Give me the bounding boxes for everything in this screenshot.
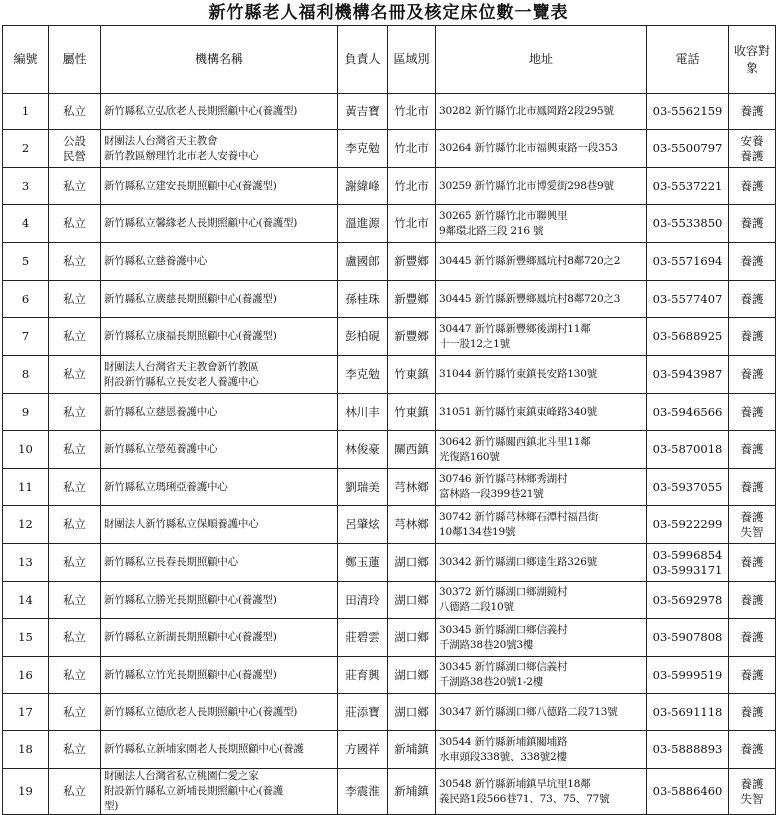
cell-address: 30548 新竹縣新埔鎮旱坑里18鄰 義民路1段566巷71、73、75、77號 [436, 769, 647, 815]
cell-no: 2 [3, 130, 49, 168]
cell-type: 私立 [49, 544, 101, 582]
cell-type: 私立 [49, 94, 101, 130]
table-row [3, 431, 776, 469]
cell-type: 私立 [49, 731, 101, 769]
cell-phone: 03-5996854 03-5993171 [647, 544, 729, 582]
cell-phone: 03-5946566 [647, 394, 729, 431]
cell-owner: 李震淮 [338, 769, 388, 815]
cell-address: 30372 新竹縣湖口鄉湖鏡村 八德路二段10號 [436, 582, 647, 619]
cell-phone: 03-5691118 [647, 694, 729, 731]
table-row [3, 694, 776, 731]
cell-district: 竹北市 [388, 168, 436, 205]
cell-no: 6 [3, 281, 49, 318]
cell-name: 新竹縣私立瑪琍亞養護中心 [101, 469, 338, 506]
cell-owner: 謝緯峰 [338, 168, 388, 205]
cell-no: 11 [3, 469, 49, 506]
table-row [3, 318, 776, 356]
cell-district: 竹東鎮 [388, 356, 436, 394]
cell-address: 31051 新竹縣竹東鎮東峰路340號 [436, 394, 647, 431]
cell-target: 養護 [729, 243, 776, 281]
cell-owner: 李克勉 [338, 356, 388, 394]
cell-target: 養護 [729, 731, 776, 769]
cell-owner: 莊育興 [338, 657, 388, 694]
cell-phone: 03-5688925 [647, 318, 729, 356]
cell-district: 竹北市 [388, 94, 436, 130]
cell-address: 30445 新竹縣新豐鄉鳳坑村8鄰720之3 [436, 281, 647, 318]
cell-target: 安養 養護 [729, 130, 776, 168]
header-district: 區域別 [388, 26, 436, 94]
table-body [3, 94, 776, 815]
cell-phone: 03-5533850 [647, 205, 729, 243]
cell-no: 13 [3, 544, 49, 582]
table-row [3, 731, 776, 769]
cell-target: 養護 [729, 431, 776, 469]
cell-owner: 李克勉 [338, 130, 388, 168]
cell-no: 15 [3, 619, 49, 657]
cell-target: 養護 [729, 582, 776, 619]
cell-owner: 黃吉寶 [338, 94, 388, 130]
cell-no: 18 [3, 731, 49, 769]
table-row [3, 469, 776, 506]
cell-no: 8 [3, 356, 49, 394]
cell-address: 30345 新竹縣湖口鄉信義村 千湖路38巷20號1-2樓 [436, 657, 647, 694]
cell-type: 私立 [49, 243, 101, 281]
table-row [3, 657, 776, 694]
cell-target: 養護 [729, 469, 776, 506]
cell-type: 私立 [49, 394, 101, 431]
cell-type: 公設 民營 [49, 130, 101, 168]
cell-phone: 03-5692978 [647, 582, 729, 619]
cell-no: 19 [3, 769, 49, 815]
cell-phone: 03-5886460 [647, 769, 729, 815]
cell-no: 1 [3, 94, 49, 130]
cell-target: 養護 [729, 281, 776, 318]
cell-name: 新竹縣私立建安長期照顧中心(養護型) [101, 168, 338, 205]
cell-district: 芎林鄉 [388, 506, 436, 544]
cell-type: 私立 [49, 356, 101, 394]
cell-type: 私立 [49, 619, 101, 657]
cell-district: 湖口鄉 [388, 544, 436, 582]
table-row [3, 168, 776, 205]
cell-target: 養護 [729, 619, 776, 657]
cell-owner: 林川丰 [338, 394, 388, 431]
table-row [3, 356, 776, 394]
cell-target: 養護 [729, 205, 776, 243]
cell-type: 私立 [49, 469, 101, 506]
header-no: 編號 [3, 26, 49, 94]
cell-address: 30447 新竹縣新豐鄉後湖村11鄰 十一股12之1號 [436, 318, 647, 356]
cell-owner: 劉瑞美 [338, 469, 388, 506]
header-owner: 負責人 [338, 26, 388, 94]
cell-no: 5 [3, 243, 49, 281]
cell-district: 新豐鄉 [388, 318, 436, 356]
cell-name: 新竹縣私立新埔家園老人長期照顧中心(養護 [101, 731, 338, 769]
cell-type: 私立 [49, 281, 101, 318]
cell-phone: 03-5577407 [647, 281, 729, 318]
cell-name: 新竹縣私立康福長期照顧中心(養護型) [101, 318, 338, 356]
cell-type: 私立 [49, 318, 101, 356]
table-row [3, 205, 776, 243]
cell-name: 新竹縣私立廣慈長期照顧中心(養護型) [101, 281, 338, 318]
cell-address: 30544 新竹縣新埔鎮關埔路 水車頭段338號、338號2樓 [436, 731, 647, 769]
cell-owner: 鄭玉蓮 [338, 544, 388, 582]
cell-name: 財團法人新竹縣私立保順養護中心 [101, 506, 338, 544]
cell-address: 30742 新竹縣芎林鄉石潭村福昌街 10鄰134巷19號 [436, 506, 647, 544]
cell-no: 3 [3, 168, 49, 205]
cell-name: 新竹縣私立竹光長期照顧中心(養護型) [101, 657, 338, 694]
cell-owner: 溫進源 [338, 205, 388, 243]
cell-name: 新竹縣私立馨緣老人長期照顧中心(養護型) [101, 205, 338, 243]
cell-phone: 03-5907808 [647, 619, 729, 657]
cell-owner: 方國祥 [338, 731, 388, 769]
cell-district: 新豐鄉 [388, 281, 436, 318]
cell-phone: 03-5922299 [647, 506, 729, 544]
cell-type: 私立 [49, 694, 101, 731]
cell-target: 養護 [729, 356, 776, 394]
header-target: 收容對象 [729, 26, 776, 94]
cell-district: 關西鎮 [388, 431, 436, 469]
cell-type: 私立 [49, 506, 101, 544]
cell-district: 湖口鄉 [388, 619, 436, 657]
table-row [3, 281, 776, 318]
cell-target: 養護 [729, 657, 776, 694]
cell-name: 新竹縣私立慈恩養護中心 [101, 394, 338, 431]
header-name: 機構名稱 [101, 26, 338, 94]
cell-type: 私立 [49, 657, 101, 694]
cell-phone: 03-5562159 [647, 94, 729, 130]
table-row [3, 619, 776, 657]
cell-district: 新埔鎮 [388, 731, 436, 769]
cell-address: 30746 新竹縣芎林鄉秀湖村 富林路一段399巷21號 [436, 469, 647, 506]
cell-target: 養護 失智 [729, 506, 776, 544]
cell-type: 私立 [49, 205, 101, 243]
cell-phone: 03-5537221 [647, 168, 729, 205]
cell-address: 30445 新竹縣新豐鄉鳳坑村8鄰720之2 [436, 243, 647, 281]
cell-no: 7 [3, 318, 49, 356]
cell-target: 養護 [729, 544, 776, 582]
cell-phone: 03-5870018 [647, 431, 729, 469]
cell-district: 竹北市 [388, 205, 436, 243]
table-row [3, 582, 776, 619]
cell-name: 新竹縣私立勝光長期照顧中心(養護型) [101, 582, 338, 619]
cell-target: 養護 [729, 394, 776, 431]
cell-owner: 盧國郎 [338, 243, 388, 281]
table-row [3, 506, 776, 544]
cell-district: 湖口鄉 [388, 657, 436, 694]
table-row [3, 243, 776, 281]
cell-address: 30282 新竹縣竹北市鳳岡路2段295號 [436, 94, 647, 130]
cell-target: 養護 [729, 694, 776, 731]
table-row [3, 394, 776, 431]
cell-owner: 呂肇炫 [338, 506, 388, 544]
header-phone: 電話 [647, 26, 729, 94]
table-row [3, 769, 776, 815]
cell-address: 30265 新竹縣竹北市聯興里 9鄰環北路三段 216 號 [436, 205, 647, 243]
cell-name: 新竹縣私立德欣老人長期照顧中心(養護型) [101, 694, 338, 731]
document-title: 新竹縣老人福利機構名冊及核定床位數一覽表 [208, 3, 569, 23]
cell-no: 4 [3, 205, 49, 243]
cell-phone: 03-5500797 [647, 130, 729, 168]
cell-no: 17 [3, 694, 49, 731]
cell-target: 養護 失智 [729, 769, 776, 815]
cell-name: 新竹縣私立弘欣老人長期照顧中心(養護型) [101, 94, 338, 130]
cell-no: 9 [3, 394, 49, 431]
cell-target: 養護 [729, 318, 776, 356]
cell-address: 30347 新竹縣湖口鄉八德路二段713號 [436, 694, 647, 731]
cell-owner: 莊添寶 [338, 694, 388, 731]
cell-owner: 莊碧雲 [338, 619, 388, 657]
cell-no: 14 [3, 582, 49, 619]
cell-address: 30345 新竹縣湖口鄉信義村 千湖路38巷20號3樓 [436, 619, 647, 657]
cell-district: 湖口鄉 [388, 582, 436, 619]
table-row [3, 94, 776, 130]
cell-name: 財團法人台灣省天主教會 新竹教區辦理竹北市老人安養中心 [101, 130, 338, 168]
cell-name: 財團法人台灣省私立桃園仁愛之家 附設新竹縣私立新埔長期照顧中心(養護 型) [101, 769, 338, 815]
cell-owner: 林俊豪 [338, 431, 388, 469]
cell-district: 竹北市 [388, 130, 436, 168]
facility-table [2, 25, 776, 815]
cell-name: 財團法人台灣省天主教會新竹教區 附設新竹縣私立長安老人養護中心 [101, 356, 338, 394]
header-type: 屬性 [49, 26, 101, 94]
cell-district: 新豐鄉 [388, 243, 436, 281]
cell-owner: 田清玲 [338, 582, 388, 619]
cell-name: 新竹縣私立長春長期照顧中心 [101, 544, 338, 582]
cell-address: 30259 新竹縣竹北市博愛街298巷9號 [436, 168, 647, 205]
cell-type: 私立 [49, 769, 101, 815]
cell-address: 30342 新竹縣湖口鄉達生路326號 [436, 544, 647, 582]
cell-type: 私立 [49, 582, 101, 619]
cell-district: 湖口鄉 [388, 694, 436, 731]
table-row [3, 544, 776, 582]
cell-no: 16 [3, 657, 49, 694]
cell-phone: 03-5999519 [647, 657, 729, 694]
cell-phone: 03-5571694 [647, 243, 729, 281]
cell-type: 私立 [49, 168, 101, 205]
cell-address: 31044 新竹縣竹東鎮長安路130號 [436, 356, 647, 394]
cell-type: 私立 [49, 431, 101, 469]
table-row [3, 130, 776, 168]
cell-no: 12 [3, 506, 49, 544]
cell-target: 養護 [729, 168, 776, 205]
cell-district: 新埔鎮 [388, 769, 436, 815]
cell-address: 30642 新竹縣關西鎮北斗里11鄰 光復路160號 [436, 431, 647, 469]
cell-district: 竹東鎮 [388, 394, 436, 431]
cell-name: 新竹縣私立新湖長期照顧中心(養護型) [101, 619, 338, 657]
cell-district: 芎林鄉 [388, 469, 436, 506]
cell-name: 新竹縣私立瑩苑養護中心 [101, 431, 338, 469]
cell-owner: 彭柏硯 [338, 318, 388, 356]
table-header-row [3, 26, 776, 94]
cell-owner: 孫桂珠 [338, 281, 388, 318]
cell-target: 養護 [729, 94, 776, 130]
header-address: 地址 [436, 26, 647, 94]
cell-phone: 03-5937055 [647, 469, 729, 506]
cell-name: 新竹縣私立慈養護中心 [101, 243, 338, 281]
cell-phone: 03-5943987 [647, 356, 729, 394]
cell-no: 10 [3, 431, 49, 469]
cell-phone: 03-5888893 [647, 731, 729, 769]
cell-address: 30264 新竹縣竹北市福興東路一段353 [436, 130, 647, 168]
